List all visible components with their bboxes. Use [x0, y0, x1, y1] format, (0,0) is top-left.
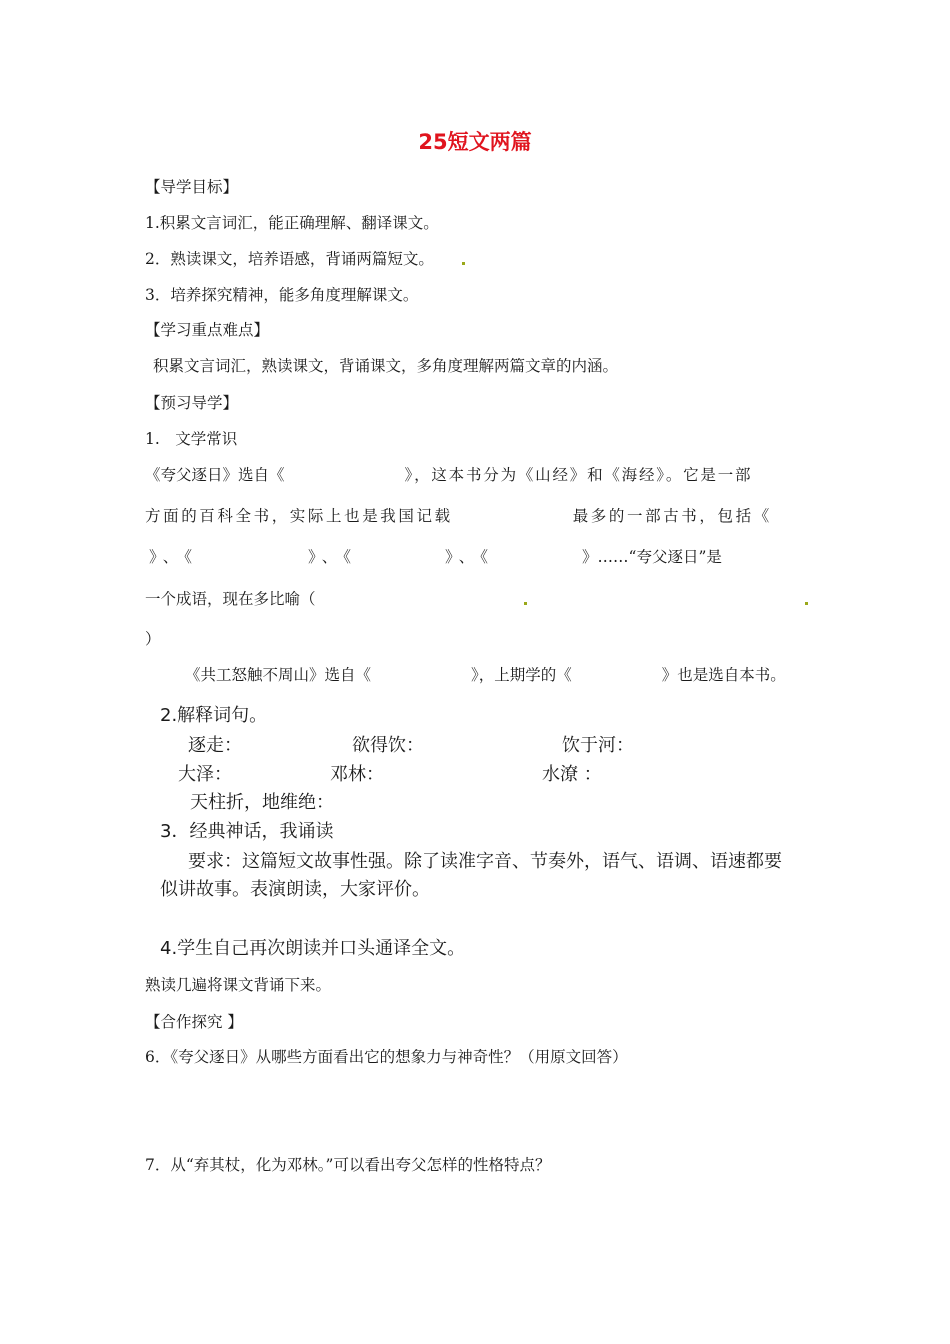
fill-line-1-a: 《夸父逐日》选自《 — [145, 466, 285, 484]
fill-line-3-a: 》、《 — [149, 548, 199, 566]
fill-line-3-b: 》、《 — [308, 548, 358, 566]
fill-line-6-a: 《共工怒触不周山》选自《 — [185, 666, 372, 684]
section-heading-cooperate: 【合作探究 】 — [145, 1013, 243, 1031]
section-heading-goals: 【导学目标】 — [145, 178, 239, 196]
requirement-line-2: 似讲故事。表演朗读，大家评价。 — [160, 879, 430, 900]
fill-line-1 — [145, 465, 752, 485]
word-shuilao: 水潦 ： — [542, 764, 602, 785]
word-yudeyin: 欲得饮： — [352, 735, 424, 756]
goal-item-2: 2．熟读课文，培养语感，背诵两篇短文。 — [145, 250, 434, 268]
item-explain-words: 2.解释词句。 — [160, 705, 268, 726]
section-heading-preview: 【预习导学】 — [145, 394, 239, 412]
word-tianzhuzhe: 天柱折，地维绝： — [190, 792, 334, 813]
item-read-translate: 4.学生自己再次朗读并口头通译全文。 — [160, 938, 466, 959]
goal-item-1: 1.积累文言词汇，能正确理解、翻译课文。 — [145, 214, 439, 232]
fill-line-3-c: 》、《 — [445, 548, 495, 566]
fill-line-2 — [145, 506, 772, 526]
key-points-text: 积累文言词汇，熟读课文，背诵课文，多角度理解两篇文章的内涵。 — [153, 357, 619, 375]
page-title: 25短文两篇 — [418, 130, 532, 154]
fill-line-5: ） — [145, 630, 161, 648]
fill-line-6-b: 》，上期学的《 — [471, 666, 572, 684]
fill-line-4: 一个成语，现在多比喻（ — [145, 590, 316, 608]
fill-line-6-c: 》也是选自本书。 — [661, 666, 786, 684]
fill-line-3-d: 》……“夸父逐日”是 — [582, 548, 722, 566]
item-literary-knowledge: 1. 文学常识 — [145, 430, 238, 448]
item-recite-myth: 3．经典神话，我诵读 — [160, 821, 334, 842]
word-zhuzou: 逐走： — [188, 735, 242, 756]
word-daze: 大泽： — [178, 764, 232, 785]
fill-line-1-b: 》，这本书分为《山经》和《海经》。它是一部 — [404, 466, 753, 484]
section-heading-key-points: 【学习重点难点】 — [145, 321, 270, 339]
scan-dot — [805, 602, 808, 605]
fill-line-2-b: 最多的一部古书，包括《 — [572, 507, 772, 525]
recite-instruction: 熟读几遍将课文背诵下来。 — [145, 976, 332, 994]
fill-line-3 — [149, 547, 722, 567]
fill-line-2-a: 方面的百科全书，实际上也是我国记载 — [145, 507, 453, 525]
question-7: 7．从“弃其杖，化为邓林。”可以看出夸父怎样的性格特点？ — [145, 1156, 551, 1174]
word-yinyuhe: 饮于河： — [562, 735, 634, 756]
word-denglin: 邓林： — [330, 764, 384, 785]
fill-line-6 — [185, 665, 786, 685]
scan-dot — [524, 602, 527, 605]
question-6: 6．《夸父逐日》从哪些方面看出它的想象力与神奇性？（用原文回答） — [145, 1048, 628, 1066]
scan-dot — [462, 262, 465, 265]
requirement-line-1: 要求：这篇短文故事性强。除了读准字音、节奏外，语气、语调、语速都要 — [188, 851, 782, 872]
goal-item-3: 3．培养探究精神，能多角度理解课文。 — [145, 286, 419, 304]
